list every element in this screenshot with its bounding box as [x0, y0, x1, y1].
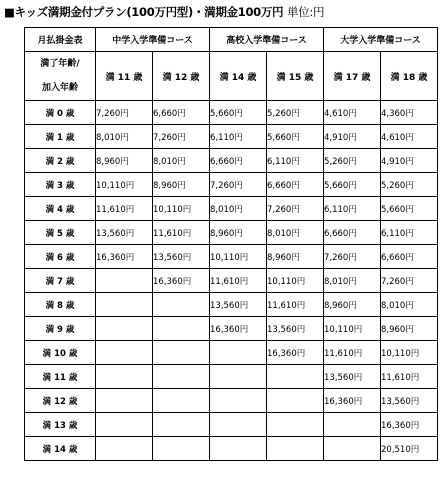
premium-cell — [324, 437, 381, 461]
premium-cell: 7,260円 — [324, 245, 381, 269]
premium-cell: 20,510円 — [381, 437, 438, 461]
premium-cell: 5,260円 — [324, 149, 381, 173]
premium-cell — [153, 293, 210, 317]
age-axis-header — [25, 52, 96, 101]
premium-cell: 5,260円 — [267, 101, 324, 125]
premium-cell: 11,610円 — [210, 269, 267, 293]
premium-cell — [96, 389, 153, 413]
premium-cell: 6,660円 — [324, 221, 381, 245]
maturity-age-header: 満 14 歳 — [210, 52, 267, 101]
premium-cell: 13,560円 — [267, 317, 324, 341]
premium-cell — [324, 413, 381, 437]
table-row — [25, 269, 438, 293]
join-age-label: 満 8 歳 — [25, 293, 96, 317]
table-row — [25, 173, 438, 197]
age-axis-header-top: 満了年齢/ — [40, 59, 80, 69]
premium-cell — [96, 341, 153, 365]
premium-cell: 13,560円 — [96, 221, 153, 245]
join-age-label: 満 5 歳 — [25, 221, 96, 245]
premium-cell: 7,260円 — [153, 125, 210, 149]
table-row — [25, 317, 438, 341]
table-row — [25, 365, 438, 389]
premium-cell: 6,110円 — [267, 149, 324, 173]
premium-cell — [153, 341, 210, 365]
premium-cell: 6,110円 — [381, 221, 438, 245]
join-age-label: 満 4 歳 — [25, 197, 96, 221]
premium-cell — [210, 341, 267, 365]
premium-table — [24, 27, 438, 461]
premium-cell: 6,660円 — [267, 173, 324, 197]
premium-cell: 6,660円 — [153, 101, 210, 125]
premium-cell: 6,660円 — [381, 245, 438, 269]
premium-cell: 10,110円 — [96, 173, 153, 197]
maturity-age-header: 満 11 歳 — [96, 52, 153, 101]
plan-title: ■キッズ満期金付プラン(100万円型)・満期金100万円 — [4, 5, 284, 19]
premium-cell: 16,360円 — [96, 245, 153, 269]
group-header-junior-high: 中学入学準備コース — [96, 28, 210, 52]
premium-cell: 13,560円 — [210, 293, 267, 317]
premium-cell: 8,960円 — [96, 149, 153, 173]
premium-cell: 8,960円 — [267, 245, 324, 269]
premium-cell — [96, 293, 153, 317]
premium-cell: 5,660円 — [210, 101, 267, 125]
premium-cell — [96, 365, 153, 389]
premium-cell: 7,260円 — [210, 173, 267, 197]
premium-cell: 8,010円 — [381, 293, 438, 317]
premium-cell: 4,910円 — [381, 149, 438, 173]
premium-cell: 8,960円 — [381, 317, 438, 341]
premium-cell: 5,660円 — [381, 197, 438, 221]
premium-cell — [153, 389, 210, 413]
premium-cell: 7,260円 — [267, 197, 324, 221]
premium-cell — [96, 269, 153, 293]
unit-label: 単位:円 — [286, 5, 325, 19]
table-row — [25, 413, 438, 437]
premium-cell: 8,010円 — [153, 149, 210, 173]
header-row-ages — [25, 52, 438, 101]
premium-cell: 8,960円 — [324, 293, 381, 317]
corner-header: 月払掛金表 — [25, 28, 96, 52]
premium-cell: 11,610円 — [96, 197, 153, 221]
premium-cell: 4,610円 — [324, 101, 381, 125]
premium-cell: 10,110円 — [153, 197, 210, 221]
premium-cell — [153, 365, 210, 389]
premium-cell: 5,660円 — [324, 173, 381, 197]
premium-cell — [153, 317, 210, 341]
table-row — [25, 245, 438, 269]
table-row — [25, 341, 438, 365]
premium-cell: 10,110円 — [324, 317, 381, 341]
premium-cell: 11,610円 — [267, 293, 324, 317]
premium-cell: 16,360円 — [324, 389, 381, 413]
premium-cell — [267, 413, 324, 437]
premium-cell — [210, 365, 267, 389]
premium-cell: 6,660円 — [210, 149, 267, 173]
premium-cell: 4,360円 — [381, 101, 438, 125]
premium-cell: 16,360円 — [381, 413, 438, 437]
premium-cell — [267, 437, 324, 461]
premium-cell — [210, 389, 267, 413]
join-age-label: 満 14 歳 — [25, 437, 96, 461]
premium-cell: 16,360円 — [267, 341, 324, 365]
premium-cell: 16,360円 — [210, 317, 267, 341]
premium-cell: 6,110円 — [210, 125, 267, 149]
join-age-label: 満 9 歳 — [25, 317, 96, 341]
premium-cell: 11,610円 — [153, 221, 210, 245]
join-age-label: 満 10 歳 — [25, 341, 96, 365]
premium-cell: 8,010円 — [324, 269, 381, 293]
premium-cell: 8,960円 — [153, 173, 210, 197]
join-age-label: 満 13 歳 — [25, 413, 96, 437]
premium-cell — [210, 413, 267, 437]
join-age-label: 満 12 歳 — [25, 389, 96, 413]
join-age-label: 満 7 歳 — [25, 269, 96, 293]
maturity-age-header: 満 18 歳 — [381, 52, 438, 101]
premium-cell: 13,560円 — [153, 245, 210, 269]
premium-cell: 7,260円 — [96, 101, 153, 125]
premium-cell: 10,110円 — [381, 341, 438, 365]
table-row — [25, 101, 438, 125]
premium-cell: 13,560円 — [324, 365, 381, 389]
premium-cell: 11,610円 — [381, 365, 438, 389]
premium-cell: 10,110円 — [210, 245, 267, 269]
join-age-label: 満 2 歳 — [25, 149, 96, 173]
premium-cell — [153, 437, 210, 461]
premium-cell: 8,010円 — [96, 125, 153, 149]
join-age-label: 満 0 歳 — [25, 101, 96, 125]
premium-cell — [96, 317, 153, 341]
premium-cell — [96, 437, 153, 461]
maturity-age-header: 満 12 歳 — [153, 52, 210, 101]
premium-cell — [267, 389, 324, 413]
premium-cell: 16,360円 — [153, 269, 210, 293]
group-header-high-school: 高校入学準備コース — [210, 28, 324, 52]
table-row — [25, 125, 438, 149]
table-row — [25, 389, 438, 413]
table-row — [25, 437, 438, 461]
table-row — [25, 221, 438, 245]
header-row-groups — [25, 28, 438, 52]
premium-cell: 4,610円 — [381, 125, 438, 149]
table-row — [25, 293, 438, 317]
maturity-age-header: 満 15 歳 — [267, 52, 324, 101]
premium-cell — [96, 413, 153, 437]
premium-cell: 4,910円 — [324, 125, 381, 149]
table-row — [25, 149, 438, 173]
premium-cell — [267, 365, 324, 389]
premium-cell: 7,260円 — [381, 269, 438, 293]
join-age-label: 満 3 歳 — [25, 173, 96, 197]
premium-cell: 5,260円 — [381, 173, 438, 197]
group-header-university: 大学入学準備コース — [324, 28, 438, 52]
premium-cell: 5,660円 — [267, 125, 324, 149]
premium-cell: 8,010円 — [267, 221, 324, 245]
age-axis-header-bottom: 加入年齢 — [41, 83, 78, 93]
join-age-label: 満 1 歳 — [25, 125, 96, 149]
premium-cell: 13,560円 — [381, 389, 438, 413]
premium-cell — [153, 413, 210, 437]
join-age-label: 満 11 歳 — [25, 365, 96, 389]
maturity-age-header: 満 17 歳 — [324, 52, 381, 101]
table-row — [25, 197, 438, 221]
premium-cell: 6,110円 — [324, 197, 381, 221]
premium-cell — [210, 437, 267, 461]
premium-cell: 10,110円 — [267, 269, 324, 293]
premium-cell: 8,960円 — [210, 221, 267, 245]
page-title — [4, 4, 324, 20]
premium-cell: 11,610円 — [324, 341, 381, 365]
join-age-label: 満 6 歳 — [25, 245, 96, 269]
premium-cell: 8,010円 — [210, 197, 267, 221]
